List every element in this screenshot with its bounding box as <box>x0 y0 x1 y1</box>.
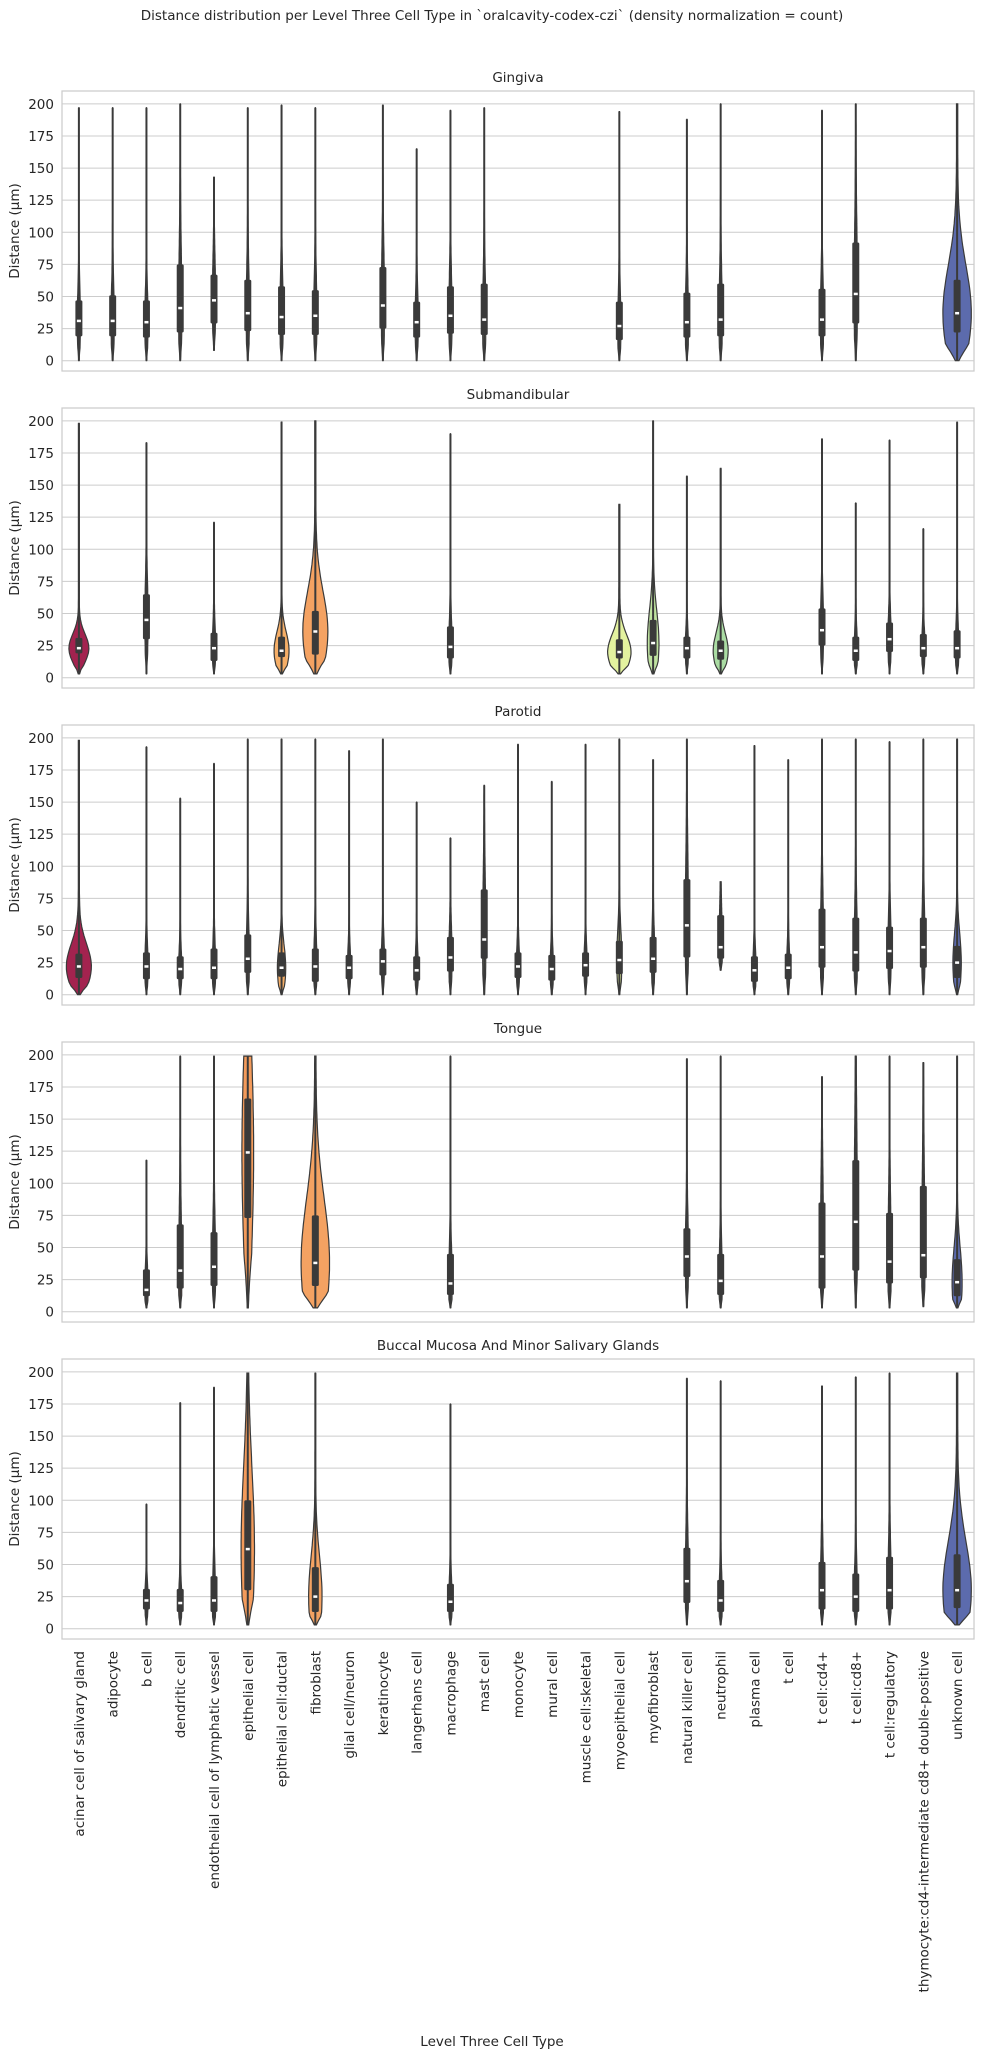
violin-median <box>415 321 419 324</box>
x-tick-label: unknown cell <box>950 1651 967 1740</box>
violin-iqr-box <box>177 1224 184 1288</box>
x-tick-label: myoepithelial cell <box>612 1651 629 1771</box>
violin-median <box>516 965 520 968</box>
violin-median <box>888 638 892 641</box>
violin-median <box>111 320 115 323</box>
x-tick-label: adipocyte <box>105 1651 122 1718</box>
violin-median <box>921 1254 925 1257</box>
violin-median <box>921 946 925 949</box>
violin-median <box>955 1589 959 1592</box>
violin-median <box>313 1262 317 1265</box>
violin-iqr-box <box>954 1259 961 1296</box>
y-axis-label: Distance (µm) <box>7 500 23 596</box>
violin-median <box>212 967 216 970</box>
y-tick-label: 125 <box>28 827 54 844</box>
violin-median <box>212 647 216 650</box>
y-tick-label: 200 <box>28 730 54 747</box>
violin-median <box>955 647 959 650</box>
y-tick-label: 150 <box>28 795 54 812</box>
violin-iqr-box <box>244 1099 251 1218</box>
violin-median <box>77 647 81 650</box>
violin-iqr-box <box>683 1228 690 1277</box>
y-tick-label: 175 <box>28 128 54 145</box>
violin-median <box>415 969 419 972</box>
violin-median <box>820 946 824 949</box>
y-tick-label: 175 <box>28 445 54 462</box>
violin-iqr-box <box>481 889 488 958</box>
y-tick-label: 75 <box>36 1208 54 1225</box>
violin-median <box>77 320 81 323</box>
violin-median <box>313 965 317 968</box>
y-tick-label: 100 <box>28 1176 54 1193</box>
violin-iqr-box <box>278 637 285 658</box>
violin-median <box>719 1599 723 1602</box>
violin-iqr-box <box>650 620 657 656</box>
y-tick-label: 50 <box>36 923 54 940</box>
violin-iqr-box <box>852 243 859 324</box>
x-tick-label: acinar cell of salivary gland <box>71 1651 88 1837</box>
violin-iqr-box <box>616 941 623 974</box>
violin-median <box>246 1548 250 1551</box>
violin-iqr-box <box>954 280 961 333</box>
violin-median <box>685 1580 689 1583</box>
violin-iqr-box <box>211 948 218 979</box>
violin-median <box>448 315 452 318</box>
violin-median <box>448 1601 452 1604</box>
violin-median <box>280 316 284 319</box>
violin-iqr-box <box>312 1215 319 1286</box>
violin-iqr-box <box>920 918 927 968</box>
y-tick-label: 50 <box>36 289 54 306</box>
violin-iqr-box <box>447 1254 454 1295</box>
violin-iqr-box <box>515 952 522 978</box>
violin-iqr-box <box>379 267 386 329</box>
panel-title: Tongue <box>493 1021 543 1037</box>
x-tick-label: muscle cell:skeletal <box>578 1651 595 1784</box>
y-tick-label: 25 <box>36 638 54 655</box>
violin-median <box>313 315 317 318</box>
violin-iqr-box <box>447 1584 454 1612</box>
violin-median <box>550 968 554 971</box>
x-tick-label: macrophage <box>443 1651 460 1736</box>
violin-iqr-box <box>109 295 116 336</box>
violin-median <box>854 1221 858 1224</box>
panel-title: Parotid <box>494 704 542 720</box>
violin-median <box>617 325 621 328</box>
violin-median <box>482 938 486 941</box>
violin-iqr-box <box>312 290 319 335</box>
violin-median <box>651 642 655 645</box>
y-tick-label: 100 <box>28 1493 54 1510</box>
y-tick-label: 150 <box>28 478 54 495</box>
violin-iqr-box <box>819 1203 826 1289</box>
violin-median <box>347 967 351 970</box>
violin-median <box>854 1595 858 1598</box>
violin-median <box>854 951 858 954</box>
violin-iqr-box <box>481 284 488 335</box>
violin-iqr-box <box>143 594 150 639</box>
violin-iqr-box <box>886 622 893 652</box>
violin-median <box>178 307 182 310</box>
violin-iqr-box <box>785 954 792 980</box>
violin-median <box>144 321 148 324</box>
y-tick-label: 25 <box>36 321 54 338</box>
violin-median <box>482 318 486 321</box>
x-tick-label: keratinocyte <box>375 1651 392 1736</box>
violin-median <box>448 1282 452 1285</box>
violin-median <box>617 959 621 962</box>
violin-median <box>820 1589 824 1592</box>
violin-iqr-box <box>447 626 454 658</box>
y-tick-label: 100 <box>28 225 54 242</box>
violin-median <box>719 946 723 949</box>
violin-median <box>719 650 723 653</box>
violin-median <box>381 304 385 307</box>
violin-median <box>448 956 452 959</box>
violin-median <box>246 312 250 315</box>
violin-median <box>685 647 689 650</box>
violin-median <box>381 960 385 963</box>
violin-median <box>246 1151 250 1154</box>
x-tick-label: endothelial cell of lymphatic vessel <box>207 1651 223 1889</box>
x-tick-label: epithelial cell:ductal <box>274 1651 291 1788</box>
violin-median <box>888 950 892 953</box>
violin-iqr-box <box>886 1557 893 1610</box>
violin-iqr-box <box>717 1254 724 1295</box>
y-tick-label: 125 <box>28 510 54 527</box>
violin-median <box>955 1281 959 1284</box>
violin-median <box>854 293 858 296</box>
violin-median <box>144 965 148 968</box>
x-tick-label: t cell <box>781 1651 798 1684</box>
violin-iqr-box <box>852 1573 859 1612</box>
violin-median <box>212 1266 216 1269</box>
violin-iqr-box <box>244 1500 251 1590</box>
x-tick-label: neutrophil <box>713 1651 730 1720</box>
violin-iqr-box <box>819 909 826 968</box>
x-tick-label: langerhans cell <box>409 1651 426 1754</box>
violin-iqr-box <box>717 915 724 959</box>
violin-median <box>178 968 182 971</box>
violin-median <box>955 961 959 964</box>
violin-median <box>313 1595 317 1598</box>
violin-iqr-box <box>312 1567 319 1612</box>
violin-median <box>313 630 317 633</box>
y-tick-label: 200 <box>28 413 54 430</box>
y-tick-label: 175 <box>28 1396 54 1413</box>
y-tick-label: 75 <box>36 1525 54 1542</box>
x-tick-label: plasma cell <box>747 1651 764 1728</box>
y-tick-label: 50 <box>36 1240 54 1257</box>
y-tick-label: 200 <box>28 1047 54 1064</box>
panel-1 <box>7 70 974 371</box>
violin-median <box>178 1269 182 1272</box>
violin-median <box>685 924 689 927</box>
y-tick-label: 50 <box>36 606 54 623</box>
y-tick-label: 150 <box>28 1112 54 1129</box>
violin-median <box>212 299 216 302</box>
violin-median <box>820 318 824 321</box>
violin-median <box>752 969 756 972</box>
y-tick-label: 0 <box>45 1621 54 1638</box>
violin-iqr-box <box>447 937 454 972</box>
violin-iqr-box <box>177 1589 184 1612</box>
x-tick-label: t cell:cd8+ <box>848 1651 865 1725</box>
violin-iqr-box <box>717 1580 724 1612</box>
y-tick-label: 125 <box>28 1144 54 1161</box>
violin-iqr-box <box>143 300 150 337</box>
x-tick-label: t cell:regulatory <box>882 1651 899 1759</box>
y-tick-label: 150 <box>28 161 54 178</box>
y-tick-label: 175 <box>28 1079 54 1096</box>
panel-title: Gingiva <box>492 70 544 86</box>
x-tick-label: t cell:cd4+ <box>815 1651 831 1725</box>
violin-iqr-box <box>211 633 218 661</box>
violin-iqr-box <box>954 630 961 658</box>
violin-median <box>685 1255 689 1258</box>
y-tick-label: 75 <box>36 574 54 591</box>
y-tick-label: 0 <box>45 987 54 1004</box>
y-tick-label: 100 <box>28 859 54 876</box>
y-tick-label: 100 <box>28 542 54 559</box>
violin-iqr-box <box>211 1576 218 1612</box>
panel-3 <box>7 704 974 1005</box>
y-axis-label: Distance (µm) <box>7 1451 23 1547</box>
violin-iqr-box <box>143 1269 150 1296</box>
figure-title: Distance distribution per Level Three Cell Type in `oralcavity-codex-czi` (density normalization = count) <box>140 8 844 24</box>
violin-iqr-box <box>819 289 826 337</box>
panel-4 <box>7 1021 974 1322</box>
violin-iqr-box <box>177 264 184 332</box>
violin-median <box>719 1280 723 1283</box>
x-tick-labels <box>72 1651 966 1992</box>
x-tick-label: dendritic cell <box>173 1651 190 1739</box>
x-tick-label: glial cell/neuron <box>342 1651 359 1759</box>
y-axis-label: Distance (µm) <box>7 1134 23 1230</box>
panel-2 <box>7 387 974 688</box>
y-tick-label: 125 <box>28 1461 54 1478</box>
violin-iqr-box <box>211 275 218 324</box>
violin-iqr-box <box>244 280 251 331</box>
violin-median <box>854 650 858 653</box>
violin-iqr-box <box>75 300 82 336</box>
violin-iqr-box <box>413 302 420 338</box>
violin-iqr-box <box>717 284 724 337</box>
violin-median <box>820 629 824 632</box>
violin-iqr-box <box>886 1213 893 1284</box>
panel-title: Submandibular <box>466 387 570 403</box>
panel-5 <box>7 1338 974 1639</box>
y-tick-label: 50 <box>36 1557 54 1574</box>
x-tick-label: fibroblast <box>308 1651 325 1715</box>
x-tick-label: mast cell <box>477 1651 494 1713</box>
violin-median <box>617 651 621 654</box>
violin-iqr-box <box>683 293 690 338</box>
violin-iqr-box <box>683 879 690 957</box>
violin-median <box>651 958 655 961</box>
x-tick-label: mural cell <box>544 1651 561 1718</box>
violin-median <box>955 312 959 315</box>
y-tick-label: 75 <box>36 257 54 274</box>
violin-iqr-box <box>650 937 657 973</box>
x-tick-label: epithelial cell <box>240 1651 257 1741</box>
violin-iqr-box <box>920 1186 927 1278</box>
violin-median <box>584 964 588 967</box>
violin-iqr-box <box>616 639 623 658</box>
x-tick-label: natural killer cell <box>679 1651 696 1764</box>
violin-median <box>786 967 790 970</box>
violin-median <box>280 650 284 653</box>
violin-iqr-box <box>278 952 285 976</box>
violin-median <box>685 321 689 324</box>
violin-median <box>448 646 452 649</box>
violin-iqr-box <box>954 1554 961 1608</box>
y-tick-label: 0 <box>45 353 54 370</box>
violin-iqr-box <box>244 934 251 973</box>
y-tick-label: 150 <box>28 1429 54 1446</box>
violin-iqr-box <box>819 1562 826 1610</box>
violin-iqr-box <box>683 1548 690 1603</box>
violin-median <box>178 1602 182 1605</box>
violin-iqr-box <box>143 1589 150 1610</box>
y-tick-label: 200 <box>28 1364 54 1381</box>
y-axis-label: Distance (µm) <box>7 817 23 913</box>
violin-median <box>280 967 284 970</box>
y-tick-label: 0 <box>45 1304 54 1321</box>
y-tick-label: 125 <box>28 193 54 210</box>
violin-iqr-box <box>447 286 454 334</box>
violin-iqr-box <box>751 956 758 982</box>
violin-median <box>888 1589 892 1592</box>
violin-median <box>144 619 148 622</box>
panel-title: Buccal Mucosa And Minor Salivary Glands <box>376 1338 660 1354</box>
violin-median <box>888 1260 892 1263</box>
violin-iqr-box <box>75 638 82 653</box>
violin-median <box>921 647 925 650</box>
violin-iqr-box <box>548 955 555 981</box>
violin-median <box>212 1599 216 1602</box>
violin-iqr-box <box>852 1160 859 1270</box>
violin-median <box>77 965 81 968</box>
violin-iqr-box <box>886 927 893 969</box>
x-axis-label: Level Three Cell Type <box>420 2034 564 2050</box>
y-tick-label: 25 <box>36 955 54 972</box>
y-tick-label: 75 <box>36 891 54 908</box>
violin-iqr-box <box>920 634 927 657</box>
x-tick-label: thymocyte:cd4-intermediate cd8+ double-positive <box>916 1651 933 1993</box>
violin-median <box>820 1255 824 1258</box>
y-tick-label: 0 <box>45 670 54 687</box>
violin-iqr-box <box>413 956 420 980</box>
violin-median <box>144 1599 148 1602</box>
y-tick-label: 25 <box>36 1272 54 1289</box>
violin-iqr-box <box>312 611 319 655</box>
x-tick-label: monocyte <box>511 1651 527 1719</box>
violin-iqr-box <box>211 1232 218 1286</box>
y-tick-label: 200 <box>28 96 54 113</box>
panels <box>7 70 974 1639</box>
violin-iqr-box <box>278 286 285 335</box>
violin-median <box>144 1289 148 1292</box>
x-tick-label: myofibroblast <box>646 1651 663 1744</box>
violin-median <box>719 318 723 321</box>
violin-median <box>246 958 250 961</box>
violin-iqr-box <box>819 608 826 645</box>
x-tick-label: b cell <box>139 1651 156 1688</box>
violin-iqr-box <box>616 302 623 341</box>
violin-iqr-box <box>177 956 184 979</box>
violin-iqr-box <box>852 637 859 661</box>
violin-iqr-box <box>312 948 319 981</box>
y-tick-label: 25 <box>36 1589 54 1606</box>
y-axis-label: Distance (µm) <box>7 183 23 279</box>
y-tick-label: 175 <box>28 762 54 779</box>
violin-iqr-box <box>852 918 859 972</box>
